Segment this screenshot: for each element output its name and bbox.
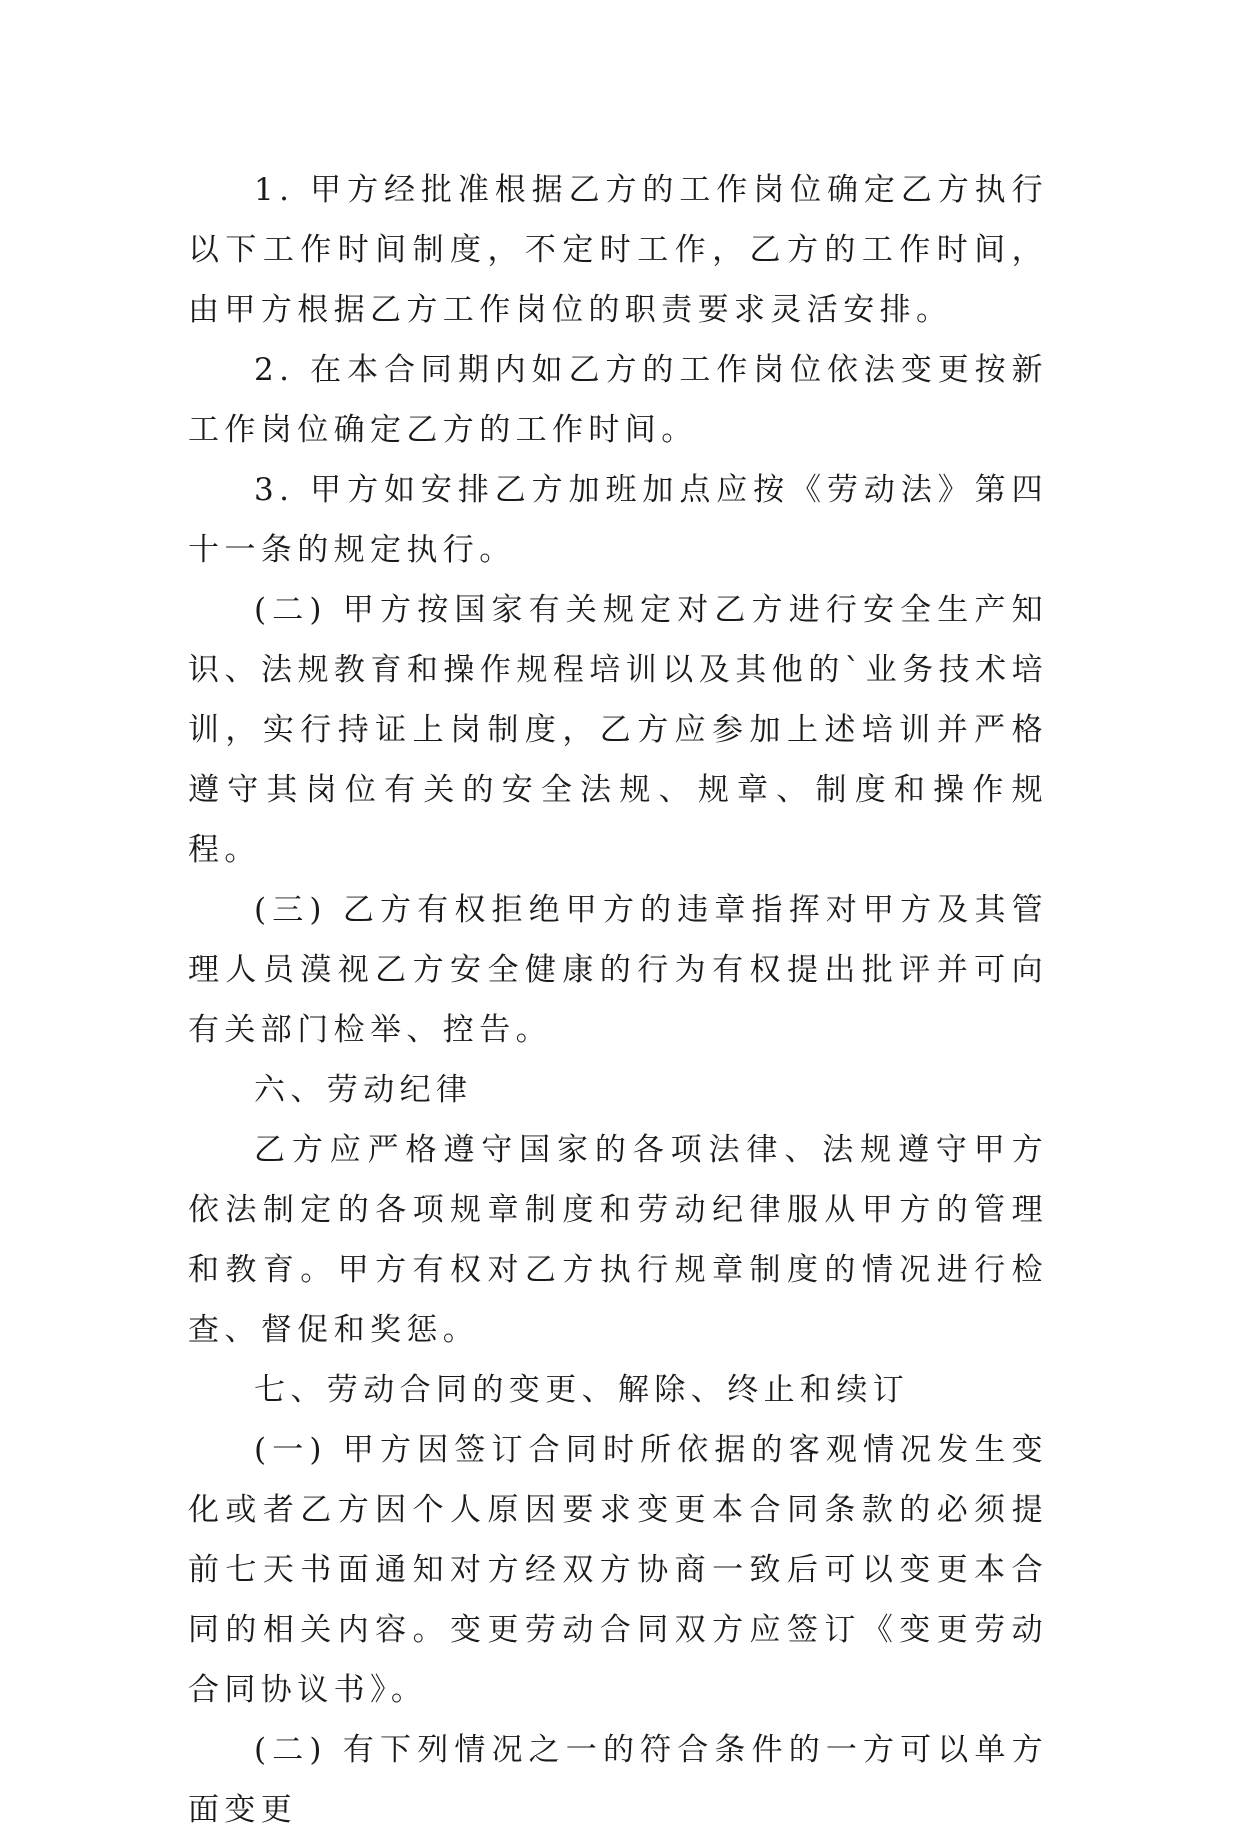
section-heading-contract-changes: 七、劳动合同的变更、解除、终止和续订 <box>254 1372 910 1408</box>
document-body <box>188 160 1048 1840</box>
paragraph-overtime: 3. 甲方如安排乙方加班加点应按《劳动法》第四十一条的规定执行。 <box>188 472 1048 568</box>
paragraph-safety-training: (二) 甲方按国家有关规定对乙方进行安全生产知识、法规教育和操作规程培训以及其他的`业务技术培训，实行持证上岗制度，乙方应参加上述培训并严格遵守其岗位有关的安全法规、规章、制度和操作规程。 <box>188 592 1048 868</box>
section-heading-labor-discipline: 六、劳动纪律 <box>254 1072 473 1108</box>
paragraph-contract-modification: (一) 甲方因签订合同时所依据的客观情况发生变化或者乙方因个人原因要求变更本合同条款的必须提前七天书面通知对方经双方协商一致后可以变更本合同的相关内容。变更劳动合同双方应签订《变更劳动合同协议书》。 <box>188 1432 1048 1708</box>
paragraph-position-change: 2. 在本合同期内如乙方的工作岗位依法变更按新工作岗位确定乙方的工作时间。 <box>188 352 1048 448</box>
paragraph-unilateral-change: (二) 有下列情况之一的符合条件的一方可以单方面变更 <box>188 1732 1048 1828</box>
paragraph-working-hours-system: 1. 甲方经批准根据乙方的工作岗位确定乙方执行以下工作时间制度，不定时工作，乙方的工作时间，由甲方根据乙方工作岗位的职责要求灵活安排。 <box>188 172 1048 328</box>
paragraph-refuse-violation: (三) 乙方有权拒绝甲方的违章指挥对甲方及其管理人员漠视乙方安全健康的行为有权提出批评并可向有关部门检举、控告。 <box>188 892 1048 1048</box>
paragraph-discipline-rules: 乙方应严格遵守国家的各项法律、法规遵守甲方依法制定的各项规章制度和劳动纪律服从甲方的管理和教育。甲方有权对乙方执行规章制度的情况进行检查、督促和奖惩。 <box>188 1132 1048 1348</box>
